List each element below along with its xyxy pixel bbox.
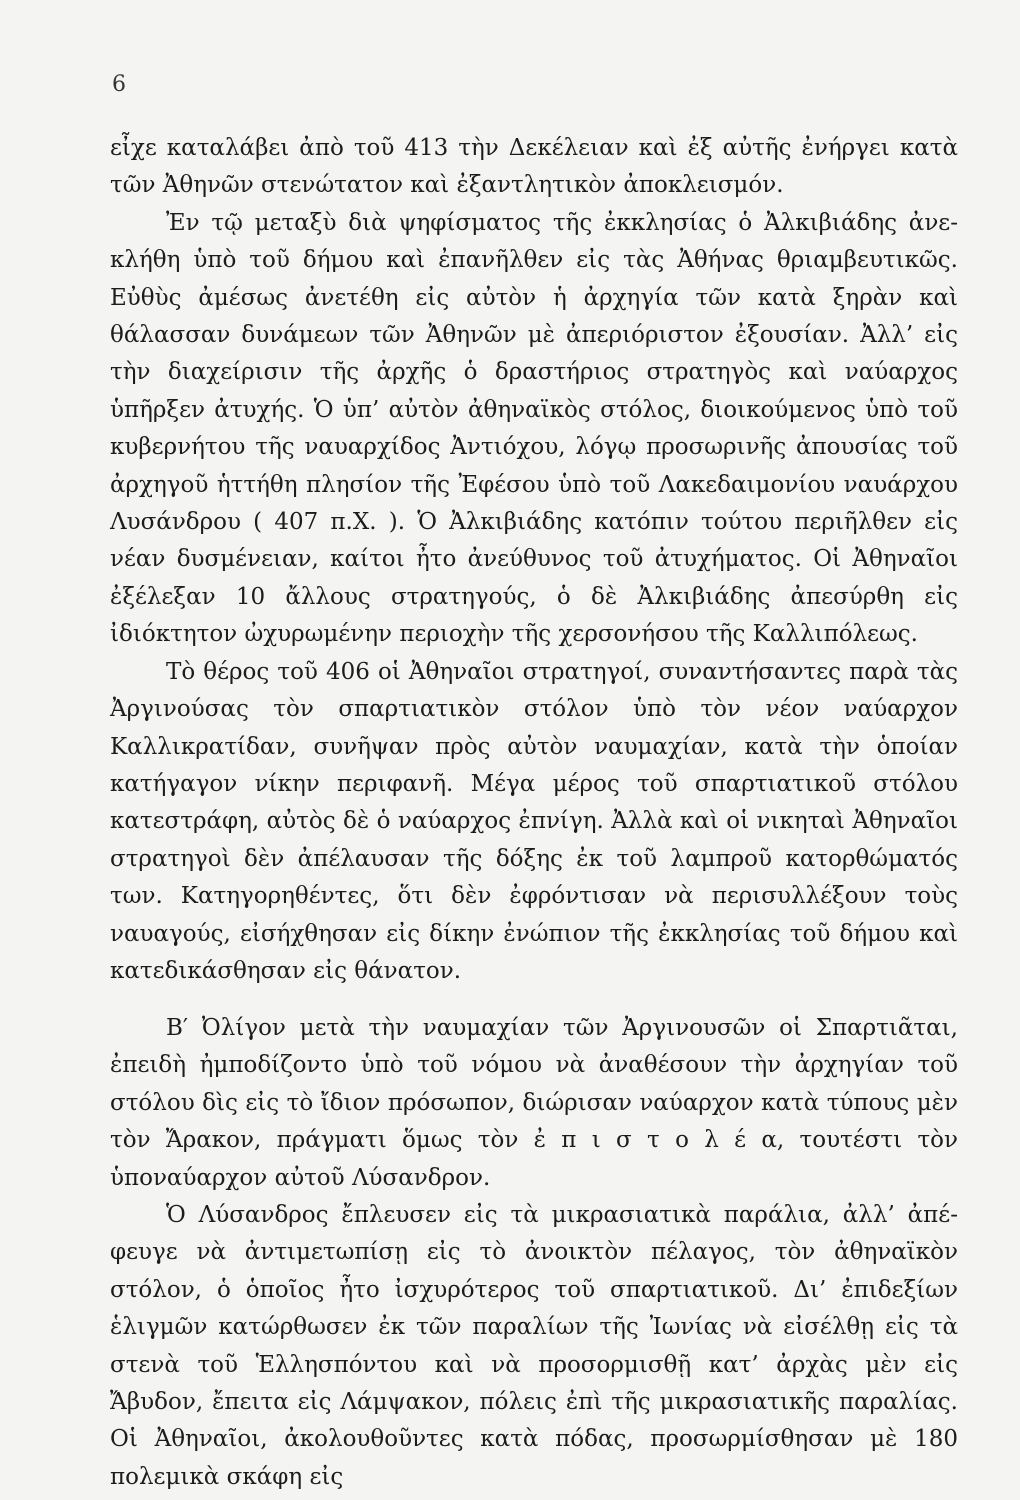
paragraph-continuation: εἶχε καταλάβει ἀπὸ τοῦ 413 τὴν Δεκέλειαν καὶ ἐξ αὐτῆς ἐνήργει κατὰ τῶν Ἀθηνῶν στενώτατον καὶ ἐξαντλητικὸν ἀποκλεισμόν. — [110, 135, 958, 199]
paragraph-arginusae: Τὸ θέρος τοῦ 406 οἱ Ἀθηναῖοι στρατηγοί, συναντήσαντες παρὰ τὰς Ἀργινούσας τὸν σπαρτιατικὸν στόλον ὑπὸ τὸν νέον ναύαρχον Καλλικρατίδαν, συνῆψαν πρὸς αὐτὸν ναυμαχίαν, κατὰ τὴν ὁποίαν κατήγαγον νίκην περιφανῆ. Μέγα μέρος τοῦ σπαρτιατικοῦ στόλου κατεστράφη, αὐτὸς δὲ ὁ ναύαρχος ἐπνίγη. Ἀλλὰ καὶ οἱ νικηταὶ Ἀθηναῖοι στρατηγοὶ δὲν ἀπέλαυσαν τῆς δόξης ἐκ τοῦ λαμπροῦ κατορθώματός των. Κατηγορηθέντες, ὅτι δὲν ἐφρόντισαν νὰ περισυλλέξουν τοὺς ναυαγούς, εἰσήχθησαν εἰς δίκην ἐνώπιον τῆς ἐκκλησίας τοῦ δήμου καὶ κατεδικάσθησαν εἰς θάνατον. — [110, 658, 958, 984]
text-block-upper — [110, 130, 958, 990]
paragraph-lysander: Ὁ Λύσανδρος ἔπλευσεν εἰς τὰ μικρασιατικὰ παράλια, ἀλλ’ ἀπέφευγε νὰ ἀντιμετωπίσῃ εἰς τὸ ἀνοικτὸν πέλαγος, τὸν ἀθηναϊκὸν στόλον, ὁ ὁποῖος ἦτο ἰσχυρότερος τοῦ σπαρτιατικοῦ. Δι’ ἐπιδεξίων ἑλιγμῶν κατώρθωσεν ἐκ τῶν παραλίων τῆς Ἰωνίας νὰ εἰσέλθῃ εἰς τὰ στενὰ τοῦ Ἑλλησπόντου καὶ νὰ προσορμισθῇ κατ’ ἀρχὰς μὲν εἰς Ἄβυδον, ἔπειτα εἰς Λάμψακον, πόλεις ἐπὶ τῆς μικρασιατικῆς παραλίας. Οἱ Ἀθηναῖοι, ἀκολουθοῦντες κατὰ πόδας, προσωρμίσθησαν μὲ 180 πολεμικὰ σκάφη εἰς — [110, 1202, 958, 1490]
paragraph-section-b: Β′ Ὀλίγον μετὰ τὴν ναυμαχίαν τῶν Ἀργινουσῶν οἱ Σπαρτιᾶται, ἐπειδὴ ἠμποδίζοντο ὑπὸ τοῦ νόμου νὰ ἀναθέσουν τὴν ἀρχηγίαν τοῦ στόλου δὶς εἰς τὸ ἴδιον πρόσωπον, διώρισαν ναύαρχον κατὰ τύπους μὲν τὸν Ἄρακον, πράγματι ὅμως τὸν ἐ π ι σ τ ο λ έ α, τουτέστι τὸν ὑποναύαρχον αὐτοῦ Λύσανδρον. — [110, 1015, 958, 1191]
text-block-lower — [110, 1010, 958, 1496]
page-number: 6 — [112, 72, 126, 97]
paragraph-alcibiades-recall: Ἐν τῷ μεταξὺ διὰ ψηφίσματος τῆς ἐκκλησίας ὁ Ἀλκιβιάδης ἀνεκλήθη ὑπὸ τοῦ δήμου καὶ ἐπανῆλθεν εἰς τὰς Ἀθήνας θριαμβευτικῶς. Εὐθὺς ἀμέσως ἀνετέθη εἰς αὐτὸν ἡ ἀρχηγία τῶν κατὰ ξηρὰν καὶ θάλασσαν δυνάμεων τῶν Ἀθηνῶν μὲ ἀπεριόριστον ἐξουσίαν. Ἀλλ’ εἰς τὴν διαχείρισιν τῆς ἀρχῆς ὁ δραστήριος στρατηγὸς καὶ ναύαρχος ὑπῆρξεν ἀτυχής. Ὁ ὑπ’ αὐτὸν ἀθηναϊκὸς στόλος, διοικούμενος ὑπὸ τοῦ κυβερνήτου τῆς ναυαρχίδος Ἀντιόχου, λόγῳ προσωρινῆς ἀπουσίας τοῦ ἀρχηγοῦ ἡττήθη πλησίον τῆς Ἐφέσου ὑπὸ τοῦ Λακεδαιμονίου ναυάρχου Λυσάνδρου ( 407 π.Χ. ). Ὁ Ἀλκιβιάδης κατόπιν τούτου περιῆλθεν εἰς νέαν δυσμένειαν, καίτοι ἦτο ἀνεύθυνος τοῦ ἀτυχήματος. Οἱ Ἀθηναῖοι ἐξέλεξαν 10 ἄλλους στρατηγούς, ὁ δὲ Ἀλκιβιάδης ἀπεσύρθη εἰς ἰδιόκτητον ὠχυρωμένην περιοχὴν τῆς χερσονήσου τῆς Καλλιπόλεως. — [110, 209, 958, 648]
